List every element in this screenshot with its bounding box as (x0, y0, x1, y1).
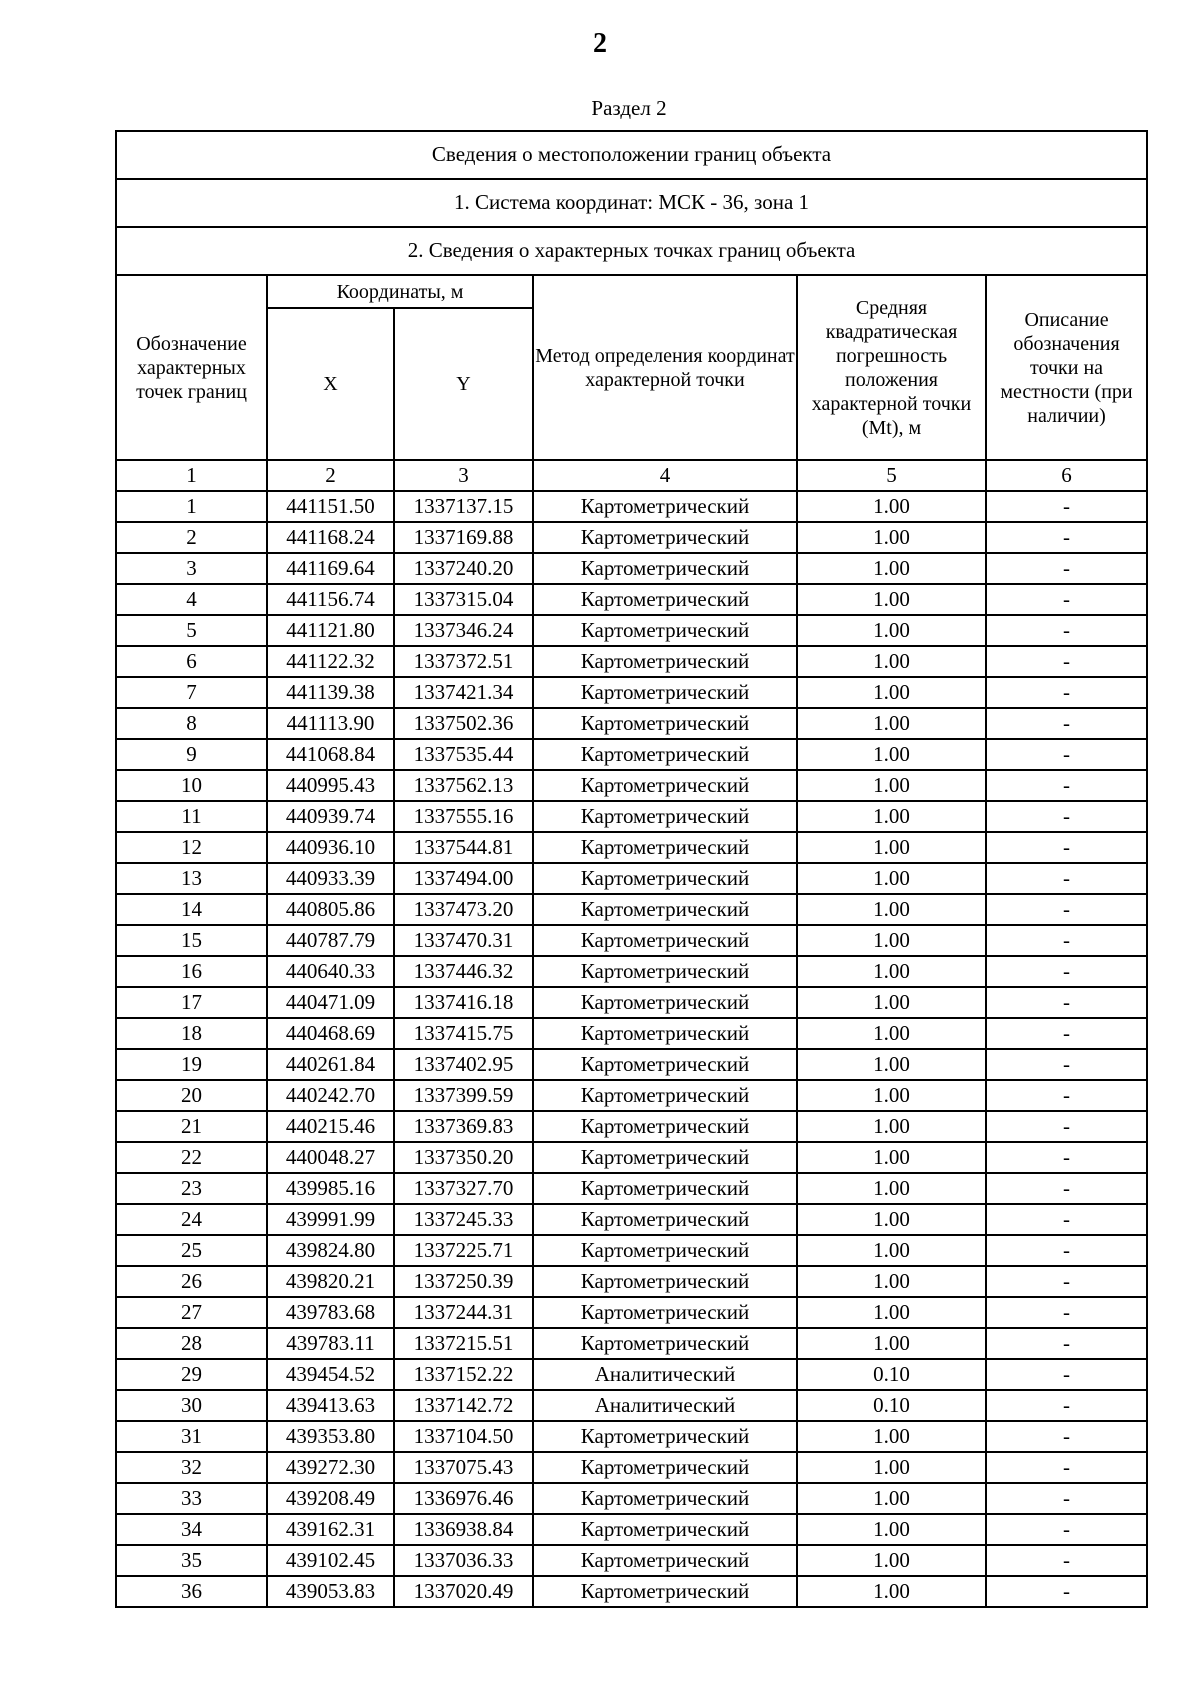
y-coordinate-cell: 1336976.46 (394, 1483, 533, 1514)
description-cell: - (986, 770, 1147, 801)
table-row (116, 987, 1147, 1018)
y-coordinate-cell: 1337075.43 (394, 1452, 533, 1483)
method-cell: Картометрический (533, 1576, 797, 1607)
x-coordinate-cell: 439824.80 (267, 1235, 394, 1266)
method-cell: Картометрический (533, 1049, 797, 1080)
mean-error-cell: 1.00 (797, 584, 986, 615)
mean-error-cell: 1.00 (797, 894, 986, 925)
point-number-cell: 19 (116, 1049, 267, 1080)
x-coordinate-cell: 440640.33 (267, 956, 394, 987)
x-coordinate-cell: 441151.50 (267, 491, 394, 522)
table-row (116, 894, 1147, 925)
method-cell: Аналитический (533, 1359, 797, 1390)
x-coordinate-cell: 440261.84 (267, 1049, 394, 1080)
column-number: 6 (986, 460, 1147, 491)
y-coordinate-cell: 1337225.71 (394, 1235, 533, 1266)
x-coordinate-cell: 439820.21 (267, 1266, 394, 1297)
mean-error-cell: 1.00 (797, 553, 986, 584)
method-cell: Картометрический (533, 677, 797, 708)
table-row (116, 1266, 1147, 1297)
description-cell: - (986, 1390, 1147, 1421)
description-cell: - (986, 1080, 1147, 1111)
mean-error-cell: 1.00 (797, 987, 986, 1018)
x-coordinate-cell: 439454.52 (267, 1359, 394, 1390)
method-cell: Картометрический (533, 1452, 797, 1483)
method-cell: Картометрический (533, 1235, 797, 1266)
table-row (116, 1359, 1147, 1390)
method-cell: Картометрический (533, 1421, 797, 1452)
description-cell: - (986, 832, 1147, 863)
description-cell: - (986, 1142, 1147, 1173)
point-number-cell: 33 (116, 1483, 267, 1514)
point-number-cell: 21 (116, 1111, 267, 1142)
header-method: Метод определения координат характерной точки (533, 275, 797, 460)
method-cell: Картометрический (533, 1483, 797, 1514)
table-row (116, 522, 1147, 553)
description-cell: - (986, 1359, 1147, 1390)
method-cell: Картометрический (533, 1545, 797, 1576)
table-row (116, 1018, 1147, 1049)
description-cell: - (986, 1018, 1147, 1049)
point-number-cell: 1 (116, 491, 267, 522)
header-y: Y (394, 308, 533, 460)
x-coordinate-cell: 439208.49 (267, 1483, 394, 1514)
description-cell: - (986, 1111, 1147, 1142)
description-cell: - (986, 1173, 1147, 1204)
header-x: X (267, 308, 394, 460)
method-cell: Картометрический (533, 1266, 797, 1297)
x-coordinate-cell: 440787.79 (267, 925, 394, 956)
x-coordinate-cell: 440468.69 (267, 1018, 394, 1049)
method-cell: Картометрический (533, 1111, 797, 1142)
column-number: 2 (267, 460, 394, 491)
mean-error-cell: 1.00 (797, 832, 986, 863)
y-coordinate-cell: 1337327.70 (394, 1173, 533, 1204)
column-number: 4 (533, 460, 797, 491)
x-coordinate-cell: 440939.74 (267, 801, 394, 832)
description-cell: - (986, 1514, 1147, 1545)
method-cell: Картометрический (533, 832, 797, 863)
method-cell: Картометрический (533, 615, 797, 646)
method-cell: Картометрический (533, 553, 797, 584)
point-number-cell: 13 (116, 863, 267, 894)
point-number-cell: 30 (116, 1390, 267, 1421)
x-coordinate-cell: 439353.80 (267, 1421, 394, 1452)
section-label: Раздел 2 (591, 96, 667, 120)
mean-error-cell: 1.00 (797, 1452, 986, 1483)
mean-error-cell: 1.00 (797, 1235, 986, 1266)
header-point: Обозначение характерных точек границ (116, 275, 267, 460)
method-cell: Картометрический (533, 863, 797, 894)
y-coordinate-cell: 1337372.51 (394, 646, 533, 677)
point-number-cell: 35 (116, 1545, 267, 1576)
mean-error-cell: 1.00 (797, 677, 986, 708)
method-cell: Картометрический (533, 1018, 797, 1049)
table-row (116, 1390, 1147, 1421)
table-row (116, 1235, 1147, 1266)
x-coordinate-cell: 440805.86 (267, 894, 394, 925)
mean-error-cell: 1.00 (797, 863, 986, 894)
method-cell: Картометрический (533, 739, 797, 770)
x-coordinate-cell: 440471.09 (267, 987, 394, 1018)
description-cell: - (986, 1452, 1147, 1483)
table-row (116, 1173, 1147, 1204)
point-number-cell: 5 (116, 615, 267, 646)
mean-error-cell: 1.00 (797, 1483, 986, 1514)
column-numbers-row (116, 460, 1147, 491)
x-coordinate-cell: 439053.83 (267, 1576, 394, 1607)
y-coordinate-cell: 1337152.22 (394, 1359, 533, 1390)
table-row (116, 615, 1147, 646)
table-row (116, 770, 1147, 801)
point-number-cell: 23 (116, 1173, 267, 1204)
header-description: Описание обозначения точки на местности (при наличии) (986, 275, 1147, 460)
table-row (116, 832, 1147, 863)
x-coordinate-cell: 439783.68 (267, 1297, 394, 1328)
point-number-cell: 34 (116, 1514, 267, 1545)
method-cell: Картометрический (533, 584, 797, 615)
point-number-cell: 25 (116, 1235, 267, 1266)
method-cell: Аналитический (533, 1390, 797, 1421)
description-cell: - (986, 739, 1147, 770)
point-number-cell: 17 (116, 987, 267, 1018)
point-number-cell: 10 (116, 770, 267, 801)
point-number-cell: 3 (116, 553, 267, 584)
table-row (116, 677, 1147, 708)
method-cell: Картометрический (533, 894, 797, 925)
x-coordinate-cell: 441113.90 (267, 708, 394, 739)
mean-error-cell: 1.00 (797, 615, 986, 646)
mean-error-cell: 0.10 (797, 1359, 986, 1390)
description-cell: - (986, 1576, 1147, 1607)
description-cell: - (986, 615, 1147, 646)
y-coordinate-cell: 1337245.33 (394, 1204, 533, 1235)
description-cell: - (986, 708, 1147, 739)
y-coordinate-cell: 1337315.04 (394, 584, 533, 615)
y-coordinate-cell: 1337535.44 (394, 739, 533, 770)
method-cell: Картометрический (533, 956, 797, 987)
y-coordinate-cell: 1337555.16 (394, 801, 533, 832)
point-number-cell: 27 (116, 1297, 267, 1328)
points-heading: 2. Сведения о характерных точках границ объекта (116, 227, 1147, 275)
y-coordinate-cell: 1337250.39 (394, 1266, 533, 1297)
table-row (116, 1111, 1147, 1142)
description-cell: - (986, 522, 1147, 553)
y-coordinate-cell: 1337502.36 (394, 708, 533, 739)
mean-error-cell: 1.00 (797, 1576, 986, 1607)
mean-error-cell: 1.00 (797, 956, 986, 987)
method-cell: Картометрический (533, 1204, 797, 1235)
point-number-cell: 11 (116, 801, 267, 832)
method-cell: Картометрический (533, 1514, 797, 1545)
method-cell: Картометрический (533, 925, 797, 956)
x-coordinate-cell: 440933.39 (267, 863, 394, 894)
description-cell: - (986, 491, 1147, 522)
point-number-cell: 32 (116, 1452, 267, 1483)
table-row (116, 1514, 1147, 1545)
mean-error-cell: 1.00 (797, 1266, 986, 1297)
description-cell: - (986, 1483, 1147, 1514)
table-row (116, 1080, 1147, 1111)
x-coordinate-cell: 439783.11 (267, 1328, 394, 1359)
table-title: Сведения о местоположении границ объекта (116, 131, 1147, 179)
mean-error-cell: 1.00 (797, 801, 986, 832)
table-row (116, 491, 1147, 522)
y-coordinate-cell: 1337399.59 (394, 1080, 533, 1111)
table-row (116, 1049, 1147, 1080)
y-coordinate-cell: 1337142.72 (394, 1390, 533, 1421)
table-row (116, 1483, 1147, 1514)
mean-error-cell: 1.00 (797, 522, 986, 553)
point-number-cell: 20 (116, 1080, 267, 1111)
description-cell: - (986, 1266, 1147, 1297)
y-coordinate-cell: 1337215.51 (394, 1328, 533, 1359)
table-row (116, 1297, 1147, 1328)
description-cell: - (986, 1328, 1147, 1359)
description-cell: - (986, 553, 1147, 584)
point-number-cell: 14 (116, 894, 267, 925)
y-coordinate-cell: 1337421.34 (394, 677, 533, 708)
mean-error-cell: 1.00 (797, 925, 986, 956)
method-cell: Картометрический (533, 801, 797, 832)
description-cell: - (986, 987, 1147, 1018)
mean-error-cell: 1.00 (797, 1297, 986, 1328)
description-cell: - (986, 1421, 1147, 1452)
y-coordinate-cell: 1337240.20 (394, 553, 533, 584)
point-number-cell: 2 (116, 522, 267, 553)
table-row (116, 1204, 1147, 1235)
x-coordinate-cell: 439272.30 (267, 1452, 394, 1483)
description-cell: - (986, 646, 1147, 677)
y-coordinate-cell: 1337137.15 (394, 491, 533, 522)
description-cell: - (986, 1545, 1147, 1576)
mean-error-cell: 1.00 (797, 1173, 986, 1204)
column-number: 1 (116, 460, 267, 491)
method-cell: Картометрический (533, 1173, 797, 1204)
boundary-points-table (115, 130, 1148, 1608)
y-coordinate-cell: 1337244.31 (394, 1297, 533, 1328)
x-coordinate-cell: 441068.84 (267, 739, 394, 770)
description-cell: - (986, 1297, 1147, 1328)
point-number-cell: 4 (116, 584, 267, 615)
x-coordinate-cell: 441122.32 (267, 646, 394, 677)
y-coordinate-cell: 1337169.88 (394, 522, 533, 553)
table-row (116, 708, 1147, 739)
x-coordinate-cell: 441121.80 (267, 615, 394, 646)
column-number: 5 (797, 460, 986, 491)
table-row (116, 1545, 1147, 1576)
x-coordinate-cell: 440048.27 (267, 1142, 394, 1173)
point-number-cell: 18 (116, 1018, 267, 1049)
method-cell: Картометрический (533, 522, 797, 553)
table-row (116, 925, 1147, 956)
x-coordinate-cell: 440215.46 (267, 1111, 394, 1142)
point-number-cell: 12 (116, 832, 267, 863)
header-coordinates: Координаты, м (267, 275, 533, 308)
x-coordinate-cell: 441156.74 (267, 584, 394, 615)
y-coordinate-cell: 1337350.20 (394, 1142, 533, 1173)
method-cell: Картометрический (533, 770, 797, 801)
mean-error-cell: 0.10 (797, 1390, 986, 1421)
mean-error-cell: 1.00 (797, 1111, 986, 1142)
y-coordinate-cell: 1337369.83 (394, 1111, 533, 1142)
mean-error-cell: 1.00 (797, 1049, 986, 1080)
column-number: 3 (394, 460, 533, 491)
point-number-cell: 24 (116, 1204, 267, 1235)
point-number-cell: 29 (116, 1359, 267, 1390)
description-cell: - (986, 1204, 1147, 1235)
table-row (116, 553, 1147, 584)
mean-error-cell: 1.00 (797, 708, 986, 739)
mean-error-cell: 1.00 (797, 1142, 986, 1173)
mean-error-cell: 1.00 (797, 1328, 986, 1359)
x-coordinate-cell: 440995.43 (267, 770, 394, 801)
y-coordinate-cell: 1337446.32 (394, 956, 533, 987)
x-coordinate-cell: 439991.99 (267, 1204, 394, 1235)
method-cell: Картометрический (533, 1080, 797, 1111)
method-cell: Картометрический (533, 1328, 797, 1359)
method-cell: Картометрический (533, 987, 797, 1018)
description-cell: - (986, 894, 1147, 925)
mean-error-cell: 1.00 (797, 1545, 986, 1576)
table-row (116, 801, 1147, 832)
y-coordinate-cell: 1337415.75 (394, 1018, 533, 1049)
point-number-cell: 22 (116, 1142, 267, 1173)
description-cell: - (986, 863, 1147, 894)
table-row (116, 1328, 1147, 1359)
y-coordinate-cell: 1337544.81 (394, 832, 533, 863)
y-coordinate-cell: 1337494.00 (394, 863, 533, 894)
point-number-cell: 15 (116, 925, 267, 956)
table-row (116, 646, 1147, 677)
description-cell: - (986, 925, 1147, 956)
x-coordinate-cell: 439985.16 (267, 1173, 394, 1204)
method-cell: Картометрический (533, 646, 797, 677)
mean-error-cell: 1.00 (797, 1204, 986, 1235)
table-row (116, 584, 1147, 615)
y-coordinate-cell: 1337416.18 (394, 987, 533, 1018)
x-coordinate-cell: 440242.70 (267, 1080, 394, 1111)
point-number-cell: 6 (116, 646, 267, 677)
description-cell: - (986, 677, 1147, 708)
point-number-cell: 36 (116, 1576, 267, 1607)
page-number: 2 (593, 28, 607, 59)
mean-error-cell: 1.00 (797, 1421, 986, 1452)
x-coordinate-cell: 440936.10 (267, 832, 394, 863)
method-cell: Картометрический (533, 1142, 797, 1173)
y-coordinate-cell: 1337473.20 (394, 894, 533, 925)
y-coordinate-cell: 1337036.33 (394, 1545, 533, 1576)
point-number-cell: 16 (116, 956, 267, 987)
y-coordinate-cell: 1337346.24 (394, 615, 533, 646)
description-cell: - (986, 584, 1147, 615)
y-coordinate-cell: 1337470.31 (394, 925, 533, 956)
description-cell: - (986, 801, 1147, 832)
mean-error-cell: 1.00 (797, 1514, 986, 1545)
point-number-cell: 8 (116, 708, 267, 739)
y-coordinate-cell: 1336938.84 (394, 1514, 533, 1545)
point-number-cell: 7 (116, 677, 267, 708)
table-row (116, 1421, 1147, 1452)
description-cell: - (986, 1235, 1147, 1266)
x-coordinate-cell: 439413.63 (267, 1390, 394, 1421)
method-cell: Картометрический (533, 1297, 797, 1328)
x-coordinate-cell: 441169.64 (267, 553, 394, 584)
y-coordinate-cell: 1337562.13 (394, 770, 533, 801)
mean-error-cell: 1.00 (797, 739, 986, 770)
table-row (116, 1576, 1147, 1607)
mean-error-cell: 1.00 (797, 1080, 986, 1111)
header-error: Средняя квадратическая погрешность положения характерной точки (Mt), м (797, 275, 986, 460)
point-number-cell: 9 (116, 739, 267, 770)
x-coordinate-cell: 439102.45 (267, 1545, 394, 1576)
method-cell: Картометрический (533, 491, 797, 522)
mean-error-cell: 1.00 (797, 646, 986, 677)
mean-error-cell: 1.00 (797, 491, 986, 522)
mean-error-cell: 1.00 (797, 1018, 986, 1049)
table-row (116, 1452, 1147, 1483)
x-coordinate-cell: 439162.31 (267, 1514, 394, 1545)
table-row (116, 863, 1147, 894)
point-number-cell: 31 (116, 1421, 267, 1452)
y-coordinate-cell: 1337020.49 (394, 1576, 533, 1607)
table-row (116, 1142, 1147, 1173)
description-cell: - (986, 1049, 1147, 1080)
description-cell: - (986, 956, 1147, 987)
table-row (116, 739, 1147, 770)
y-coordinate-cell: 1337402.95 (394, 1049, 533, 1080)
y-coordinate-cell: 1337104.50 (394, 1421, 533, 1452)
point-number-cell: 26 (116, 1266, 267, 1297)
table-row (116, 956, 1147, 987)
x-coordinate-cell: 441139.38 (267, 677, 394, 708)
mean-error-cell: 1.00 (797, 770, 986, 801)
coordinate-system: 1. Система координат: МСК - 36, зона 1 (116, 179, 1147, 227)
x-coordinate-cell: 441168.24 (267, 522, 394, 553)
point-number-cell: 28 (116, 1328, 267, 1359)
method-cell: Картометрический (533, 708, 797, 739)
